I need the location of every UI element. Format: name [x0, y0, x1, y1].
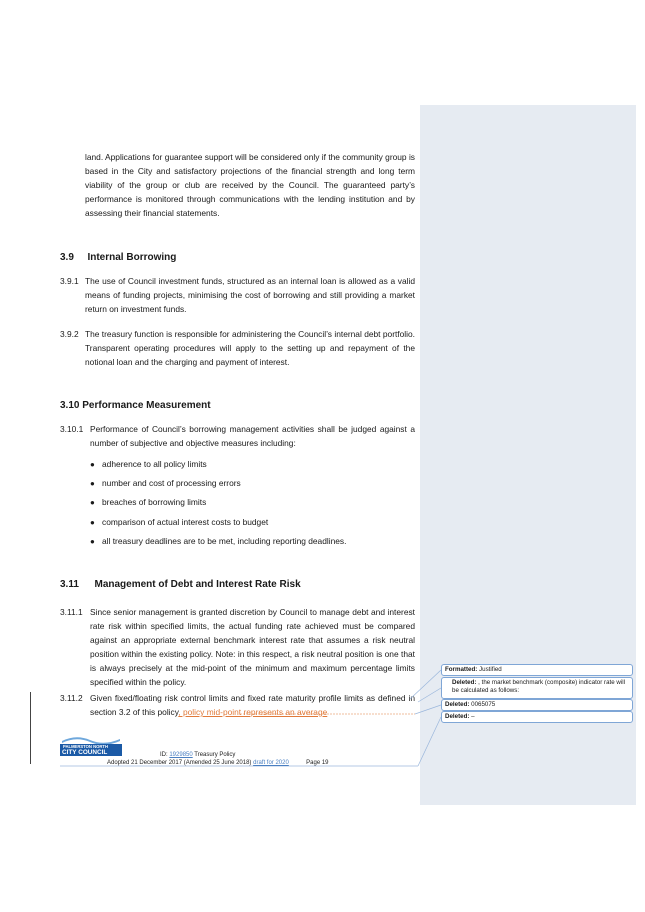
- footer-id-value[interactable]: 1929850: [169, 752, 193, 758]
- bullet-icon: ●: [90, 537, 95, 546]
- footer-id-label: ID:: [160, 752, 168, 758]
- section-title: Management of Debt and Interest Rate Risk: [94, 579, 301, 590]
- footer-doc-title: Treasury Policy: [194, 752, 236, 758]
- connector-line: [418, 688, 441, 702]
- clause-text: Performance of Council’s borrowing management activities shall be judged against a number of subjective and objective measures including:: [90, 424, 415, 448]
- bullet-icon: ●: [90, 460, 95, 469]
- footer-page-label: Page: [306, 760, 321, 766]
- bullet-text: comparison of actual interest costs to budget: [102, 517, 269, 527]
- section-number: 3.9: [60, 252, 74, 263]
- comment-text: Justified: [479, 666, 502, 673]
- bullet-text: number and cost of processing errors: [102, 478, 241, 488]
- comment-label: Deleted:: [445, 713, 470, 720]
- comment-label: Formatted:: [445, 666, 478, 673]
- clause-number: 3.9.2: [60, 329, 79, 339]
- clause-text: Since senior management is granted discretion by Council to manage debt and interest rate risk within specified limits, the actual funding rate achieved must be compared against an appropriate external benchmark interest rate that assumes a risk neutral position within the existing policy. Note: in this respect, a risk neutral position is one that is always precisely at the mid-point of the minimum and maximum percentage limits specified within the policy.: [90, 607, 415, 687]
- footer-adopted: Adopted 21 December 2017 (Amended 25 June 2018): [107, 760, 252, 766]
- section-title: Internal Borrowing: [87, 252, 177, 263]
- comment-text: , the market benchmark (composite) indicator rate will be calculated as follows:: [452, 679, 625, 694]
- inserted-text: , policy mid-point represents an average: [178, 707, 328, 717]
- footer-draft[interactable]: draft for 2020: [253, 760, 289, 766]
- clause-text-plain: Given fixed/floating risk control limits and fixed rate maturity profile limits as defined in section 3.2 of this policy: [90, 693, 415, 717]
- clause-number: 3.9.1: [60, 276, 79, 286]
- comment-label: Deleted:: [445, 701, 470, 708]
- footer-page-number: 19: [321, 760, 329, 766]
- bullet-icon: ●: [90, 498, 95, 507]
- intro-paragraph: land. Applications for guarantee support will be considered only if the community group is based in the City and satisfactory projections of the financial strength and long term viability of the group or club are received by the Council. The guaranteed party’s performance is monitored through communications with the lending institution and by assessing their financial statements.: [85, 152, 415, 218]
- clause-number: 3.10.1: [60, 424, 84, 434]
- bullet-icon: ●: [90, 518, 95, 527]
- comment-text: 0065075: [471, 701, 496, 708]
- footer-adopted-line: [107, 759, 329, 767]
- footer-id-line: [160, 751, 235, 759]
- clause-text: The treasury function is responsible for administering the Council’s internal debt portfolio. Transparent operating procedures will apply to the setting up and repayment of the notional loan and the charging and payment of interest.: [85, 329, 415, 367]
- bullet-text: all treasury deadlines are to be met, including reporting deadlines.: [102, 536, 347, 546]
- section-3-10-heading: 3.10 Performance Measurement: [60, 400, 211, 411]
- connector-line: [410, 670, 441, 699]
- clause-number: 3.11.2: [60, 693, 83, 703]
- bullet-text: breaches of borrowing limits: [102, 497, 207, 507]
- logo-line-2: CITY COUNCIL: [62, 749, 108, 756]
- clause-number: 3.11.1: [60, 607, 83, 617]
- comment-text: –: [471, 713, 475, 720]
- connector-line: [418, 717, 441, 766]
- connector-line: [415, 705, 441, 714]
- comment-label: Deleted:: [452, 679, 477, 686]
- section-number: 3.11: [60, 579, 79, 590]
- bullet-icon: ●: [90, 479, 95, 488]
- council-logo: [60, 734, 122, 756]
- logo-line-1: PALMERSTON NORTH: [63, 744, 108, 749]
- bullet-text: adherence to all policy limits: [102, 459, 207, 469]
- clause-text: The use of Council investment funds, structured as an internal loan is allowed as a valid means of funding projects, minimising the cost of borrowing and still providing a market return on investment funds.: [85, 276, 415, 314]
